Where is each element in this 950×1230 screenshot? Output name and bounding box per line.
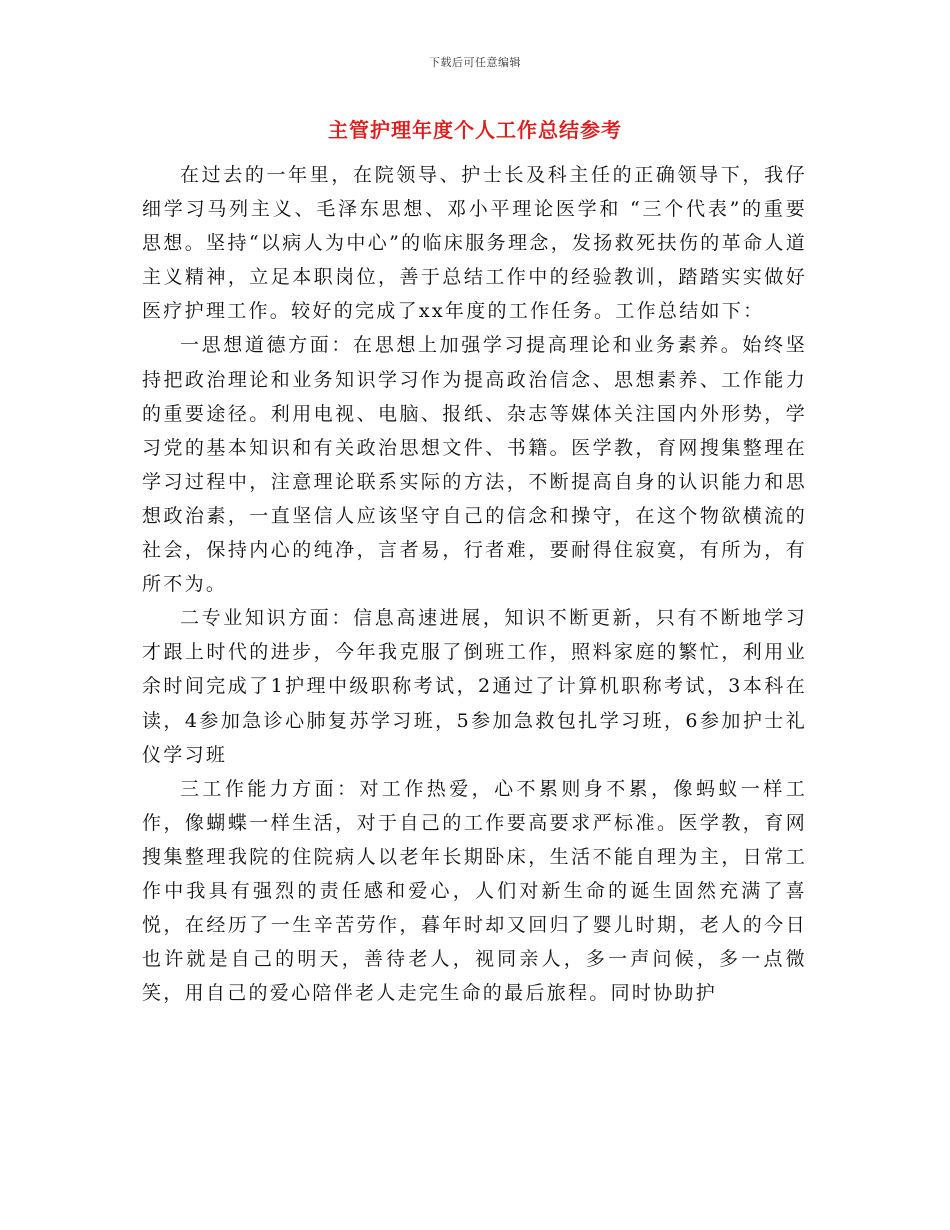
paragraph-professional-knowledge: 二专业知识方面：信息高速进展，知识不断更新，只有不断地学习才跟上时代的进步，今年我克服了倒班工作，照料家庭的繁忙，利用业余时间完成了1护理中级职称考试，2通过了计算机职称考试，3本科在读，4参加急诊心肺复苏学习班，5参加急救包扎学习班，6参加护士礼仪学习班 xyxy=(142,607,807,766)
paragraph-intro: 在过去的一年里，在院领导、护士长及科主任的正确领导下，我仔细学习马列主义、毛泽东思想、邓小平理论医学和 “三个代表”的重要思想。坚持“以病人为中心”的临床服务理念，发扬救死扶伤的革命人道主义精神，立足本职岗位，善于总结工作中的经验教训，踏踏实实做好医疗护理工作。较好的完成了xx年度的工作任务。工作总结如下： xyxy=(142,164,807,323)
paragraph-ideology: 一思想道德方面：在思想上加强学习提高理论和业务素养。始终坚持把政治理论和业务知识学习作为提高政治信念、思想素养、工作能力的重要途径。利用电视、电脑、报纸、杂志等媒体关注国内外形势，学习党的基本知识和有关政治思想文件、书籍。医学教，育网搜集整理在学习过程中，注意理论联系实际的方法，不断提高自身的认识能力和思想政治素，一直坚信人应该坚守自己的信念和操守，在这个物欲横流的社会，保持内心的纯净，言者易，行者难，要耐得住寂寞，有所为，有所不为。 xyxy=(142,334,807,596)
document-title: 主管护理年度个人工作总结参考 xyxy=(328,118,622,142)
header-note: 下载后可任意编辑 xyxy=(429,56,521,69)
document-body xyxy=(142,158,807,1010)
paragraph-work-ability: 三工作能力方面：对工作热爱，心不累则身不累，像蚂蚁一样工作，像蝴蝶一样生活，对于自己的工作要高要求严标准。医学教，育网搜集整理我院的住院病人以老年长期卧床，生活不能自理为主，日常工作中我具有强烈的责任感和爱心，人们对新生命的诞生固然充满了喜悦，在经历了一生辛苦劳作，暮年时却又回归了婴儿时期，老人的今日也许就是自己的明天，善待老人，视同亲人，多一声问候，多一点微笑，用自己的爱心陪伴老人走完生命的最后旅程。同时协助护 xyxy=(142,777,807,1005)
